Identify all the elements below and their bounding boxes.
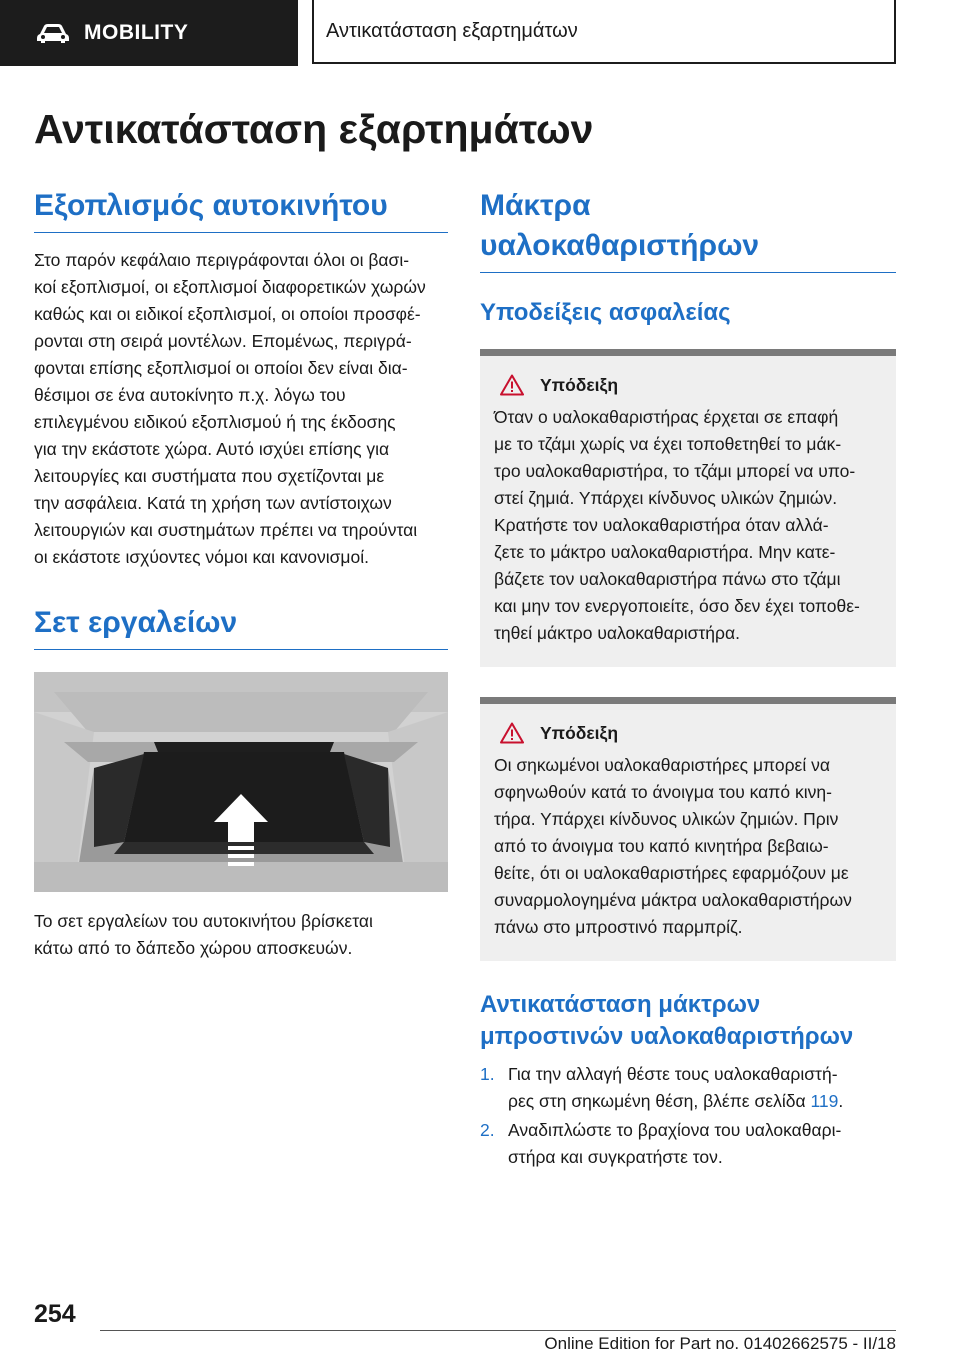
note-label: Υπόδειξη (540, 722, 619, 743)
warning-triangle-icon (500, 722, 524, 744)
section-title-equipment: Εξοπλισμός αυτοκινήτου (34, 186, 448, 233)
car-icon (36, 22, 70, 44)
list-item (480, 1117, 896, 1171)
equipment-paragraph: Στο παρόν κεφάλαιο περιγράφονται όλοι οι βασι- κοί εξοπλισμοί, οι εξοπλισμοί διαφορετικών χωρών καθώς και οι ειδικοί εξοπλισμοί, οι οποίοι προσφέ- ρονται στη σειρά μοντέλων. Επομένως, περιγρά- φονται επίσης εξοπλισμοί οι οποίοι δεν είναι δια- θέσιμοι σε ένα αυτοκίνητο π.χ. λόγω του επιλεγμένου ειδικού εξοπλισμού ή της έκδοσης για την εκάστοτε χώρα. Αυτό ισχύει επίσης για λειτουργίες και συστήματα που σχετίζονται με την ασφάλεια. Κατά τη χρήση των αντίστοιχων λειτουργιών και συστημάτων πρέπει να τηρούνται οι εκάστοτε ισχύοντες νόμοι και κανονισμοί. (34, 250, 426, 567)
tab-mobility-label: MOBILITY (84, 21, 189, 44)
footer-edition: Online Edition for Part no. 01402662575 - II/18 (544, 1334, 896, 1353)
replace-wipers-title: Αντικατάσταση μάκτρων μπροστινών υαλοκαθαριστήρων (480, 991, 854, 1050)
warning-triangle-icon (500, 374, 524, 396)
tab-mobility[interactable] (0, 0, 298, 66)
note-header (494, 722, 882, 744)
step-number: 2. (480, 1120, 495, 1140)
steps-list (480, 1061, 896, 1171)
trunk-illustration (34, 672, 448, 892)
note-text: Όταν ο υαλοκαθαριστήρας έρχεται σε επαφή με το τζάμι χωρίς να έχει τοποθετηθεί το μάκ- τρο υαλοκαθαριστήρα, το τζάμι μπορεί να υπο- στεί ζημιά. Υπάρχει κίνδυνος υλικών ζημιών. Κρατήστε τον υαλοκαθαριστήρα όταν αλλά- ζετε το μάκτρο υαλοκαθαριστήρα. Μην κατε- βάζετε τον υαλοκαθαριστήρα πάνω στο τζάμι και μην τον ενεργοποιείτε, όσο δεν έχει τοποθε- τηθεί μάκτρο υαλοκαθαριστήρα. (494, 407, 860, 643)
page-title: Αντικατάσταση εξαρτημάτων (34, 106, 594, 152)
warning-note-1 (480, 349, 896, 667)
section-title-wiper-blades: Μάκτρα υαλοκαθαριστήρων (480, 186, 896, 273)
footer-divider (100, 1330, 896, 1331)
right-column (480, 186, 896, 1173)
warning-note-2 (480, 697, 896, 961)
note-text: Οι σηκωμένοι υαλοκαθαριστήρες μπορεί να σφηνωθούν κατά το άνοιγμα του καπό κινη- τήρα. Υπάρχει κίνδυνος υλικών ζημιών. Πριν από το άνοιγμα του καπό κινητήρα βεβαιω- θείτε, ότι οι υαλοκαθαριστήρες εφαρμόζουν με συναρμολογημένα μάκτρα υαλοκαθαριστήρων πάνω στο μπροστινό παρμπρίζ. (494, 755, 852, 937)
note-label: Υπόδειξη (540, 374, 619, 395)
toolkit-paragraph: Το σετ εργαλείων του αυτοκινήτου βρίσκεται κάτω από το δάπεδο χώρου αποσκευών. (34, 911, 373, 958)
chapter-tab[interactable] (312, 0, 896, 64)
step-text: Για την αλλαγή θέστε τους υαλοκαθαριστή- ρες στη σηκωμένη θέση, βλέπε σελίδα 119. (508, 1064, 844, 1111)
header-bar (0, 0, 960, 66)
note-header (494, 374, 882, 396)
step-number: 1. (480, 1064, 495, 1084)
page-number: 254 (34, 1300, 76, 1328)
safety-notes-title: Υποδείξεις ασφαλείας (480, 299, 731, 326)
left-column (34, 186, 448, 962)
list-item (480, 1061, 896, 1115)
page-link-119[interactable]: 119 (810, 1091, 839, 1111)
step-text: Αναδιπλώστε το βραχίονα του υαλοκαθαρι- στήρα και συγκρατήστε τον. (508, 1120, 842, 1167)
chapter-label: Αντικατάσταση εξαρτημάτων (326, 19, 578, 42)
section-title-toolkit: Σετ εργαλείων (34, 603, 448, 650)
